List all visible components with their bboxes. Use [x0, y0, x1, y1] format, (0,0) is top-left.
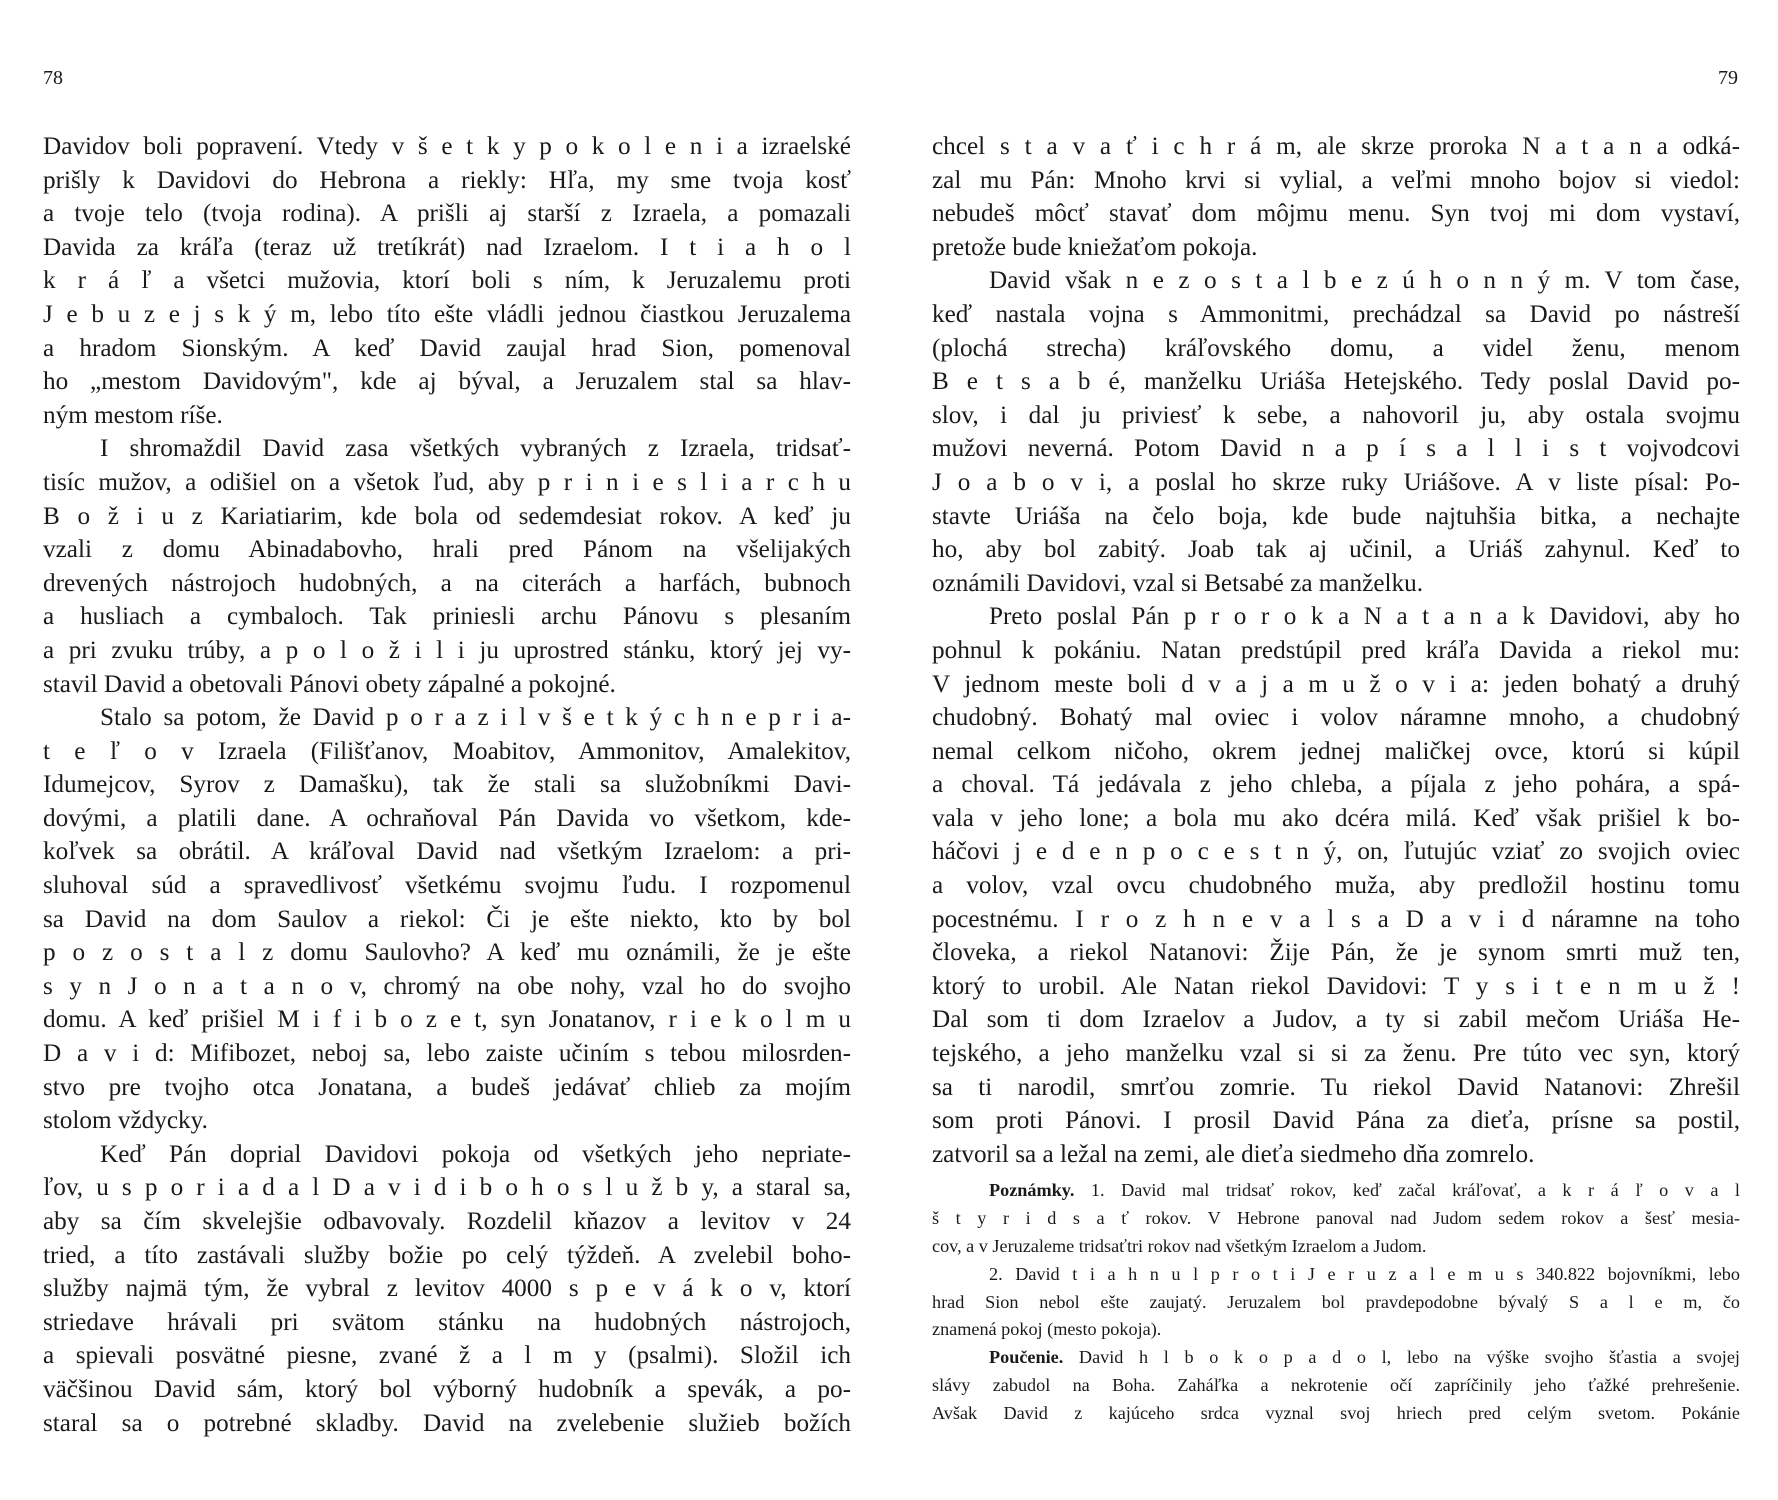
- line-text: nemal celkom ničoho, okrem jednej maličkej ovce, ktorú si kúpil: [932, 737, 1740, 765]
- line-text: t e ľ o v Izraela (Filišťanov, Moabitov, Ammonitov, Amalekitov,: [43, 737, 851, 765]
- line-text: Dal som ti dom Izraelov a Judov, a ty si zabil mečom Uriáša He-: [932, 1006, 1740, 1034]
- text-line: [43, 768, 851, 802]
- line-text: tisíc mužov, a odišiel on a všetok ľud, aby p r i n i e s l i a r c h u: [43, 468, 851, 496]
- text-line: [932, 1177, 1740, 1205]
- line-text: cov, a v Jeruzaleme tridsaťtri rokov nad všetkým Izraelom a Judom.: [932, 1236, 1427, 1256]
- line-text: ľov, u s p o r i a d a l D a v i d i b o h o s l u ž b y, a staral sa,: [43, 1174, 851, 1202]
- text-line: [43, 634, 851, 668]
- text-line: [43, 466, 851, 500]
- text-line: [932, 399, 1740, 433]
- line-text: ktorý to urobil. Ale Natan riekol Davidovi: T y s i t e n m u ž !: [932, 972, 1740, 1000]
- text-line: [43, 264, 851, 298]
- left-body-text: [43, 130, 851, 1440]
- line-text: p o z o s t a l z domu Saulovho? A keď mu oznámili, že je ešte: [43, 939, 851, 967]
- text-line: [43, 1104, 851, 1138]
- text-line: [932, 264, 1740, 298]
- line-text: slov, i dal ju priviesť k sebe, a nahovoril ju, aby ostala svojmu: [932, 401, 1740, 429]
- note-label: Poučenie.: [989, 1347, 1064, 1368]
- line-text: ho „mestom Davidovým", kde aj býval, a Jeruzalem stal sa hlav-: [43, 368, 851, 396]
- line-text: 1. David mal tridsať rokov, keď začal kráľovať, a k r á ľ o v a l: [1074, 1180, 1740, 1201]
- text-line: [43, 835, 851, 869]
- text-line: [932, 701, 1740, 735]
- line-text: B e t s a b é, manželku Uriáša Hetejského. Tedy poslal David po-: [932, 368, 1740, 396]
- text-line: [43, 1407, 851, 1441]
- line-text: pocestnému. I r o z h n e v a l s a D a v i d náramne na toho: [932, 905, 1740, 933]
- text-line: [932, 1104, 1740, 1138]
- line-text: pretože bude kniežaťom pokoja.: [932, 233, 1258, 261]
- text-line: [43, 936, 851, 970]
- text-line: [43, 869, 851, 903]
- text-line: [932, 600, 1740, 634]
- line-text: som proti Pánovi. I prosil David Pána za dieťa, prísne sa postil,: [932, 1107, 1740, 1135]
- line-text: mužovi neverná. Potom David n a p í s a l l i s t vojvodcovi: [932, 435, 1740, 463]
- line-text: I shromaždil David zasa všetkých vybraných z Izraela, tridsať-: [100, 435, 851, 463]
- text-line: [932, 1071, 1740, 1105]
- line-text: Preto poslal Pán p r o r o k a N a t a n a k Davidovi, aby ho: [989, 603, 1740, 631]
- text-line: [43, 668, 851, 702]
- line-text: tried, a títo zastávali služby božie po celý týždeň. A zvelebil boho-: [43, 1241, 851, 1269]
- text-line: [43, 735, 851, 769]
- text-line: [43, 231, 851, 265]
- line-text: staral sa o potrebné skladby. David na zvelebenie služieb božích: [43, 1409, 851, 1437]
- text-line: [43, 298, 851, 332]
- text-line: [43, 802, 851, 836]
- text-line: [43, 1171, 851, 1205]
- line-text: stolom vždycky.: [43, 1107, 208, 1135]
- line-text: š t y r i d s a ť rokov. V Hebrone panoval nad Judom sedem rokov a šesť mesia-: [932, 1208, 1740, 1229]
- line-text: stavte Uriáša na čelo boja, kde bude najtuhšia bitka, a nechajte: [932, 502, 1740, 530]
- line-text: striedave hrávali pri svätom stánku na hudobných nástrojoch,: [43, 1308, 851, 1336]
- right-body-text: [932, 130, 1740, 1428]
- text-line: [43, 567, 851, 601]
- text-line: [932, 567, 1740, 601]
- line-text: a choval. Tá jedávala z jeho chleba, a píjala z jeho pohára, a spá-: [932, 771, 1740, 799]
- line-text: sa ti narodil, smrťou zomrie. Tu riekol David Natanovi: Zhrešil: [932, 1073, 1740, 1101]
- text-line: [932, 1316, 1740, 1344]
- text-line: [932, 1138, 1740, 1172]
- line-text: a husliach a cymbaloch. Tak priniesli archu Pánovu s plesaním: [43, 603, 851, 631]
- text-line: [932, 1003, 1740, 1037]
- line-text: Davida za kráľa (teraz už tretíkrát) nad Izraelom. I t i a h o l: [43, 233, 851, 261]
- footnotes: [932, 1177, 1740, 1427]
- line-text: háčovi j e d e n p o c e s t n ý, on, ľutujúc vziať zo svojich oviec: [932, 838, 1740, 866]
- line-text: sa David na dom Saulov a riekol: Či je ešte niekto, kto by bol: [43, 905, 851, 933]
- text-line: [932, 533, 1740, 567]
- line-text: a hradom Sionským. A keď David zaujal hrad Sion, pomenoval: [43, 334, 851, 362]
- text-line: [932, 432, 1740, 466]
- line-text: 2. David t i a h n u l p r o t i J e r u z a l e m u s 340.822 bojovníkmi, lebo: [989, 1263, 1740, 1284]
- text-line: [43, 970, 851, 1004]
- line-text: Keď Pán doprial Davidovi pokoja od všetkých jeho nepriate-: [100, 1140, 851, 1168]
- line-text: ho, aby bol zabitý. Joab tak aj učinil, a Uriáš zahynul. Keď to: [932, 536, 1740, 564]
- text-line: [932, 197, 1740, 231]
- text-line: [932, 1344, 1740, 1372]
- text-line: [43, 197, 851, 231]
- note-label: Poznámky.: [989, 1180, 1075, 1201]
- text-line: [932, 164, 1740, 198]
- text-line: [932, 332, 1740, 366]
- text-line: [932, 869, 1740, 903]
- text-line: [932, 936, 1740, 970]
- line-text: domu. A keď prišiel M i f i b o z e t, syn Jonatanov, r i e k o l m u: [43, 1006, 851, 1034]
- line-text: s y n J o n a t a n o v, chromý na obe nohy, vzal ho do svojho: [43, 972, 851, 1000]
- line-text: sluhoval súd a spravedlivosť všetkému svojmu ľudu. I rozpomenul: [43, 872, 851, 900]
- line-text: Idumejcov, Syrov z Damašku), tak že stali sa služobníkmi Davi-: [43, 771, 851, 799]
- text-line: [932, 768, 1740, 802]
- text-line: [932, 1037, 1740, 1071]
- line-text: a pri zvuku trúby, a p o l o ž i l i ju uprostred stánku, ktorý jej vy-: [43, 636, 851, 664]
- text-line: [932, 298, 1740, 332]
- text-line: [43, 399, 851, 433]
- line-text: znamená pokoj (mesto pokoja).: [932, 1319, 1162, 1340]
- text-line: [43, 1339, 851, 1373]
- text-line: [43, 1037, 851, 1071]
- text-line: [932, 1400, 1740, 1428]
- line-text: nebudeš môcť stavať dom môjmu menu. Syn tvoj mi dom vystaví,: [932, 200, 1740, 228]
- text-line: [43, 130, 851, 164]
- text-line: [43, 533, 851, 567]
- text-line: [932, 835, 1740, 869]
- line-text: a tvoje telo (tvoja rodina). A prišli aj starší z Izraela, a pomazali: [43, 200, 851, 228]
- text-line: [43, 1373, 851, 1407]
- text-line: [932, 365, 1740, 399]
- text-line: [43, 1071, 851, 1105]
- line-text: koľvek sa obrátil. A kráľoval David nad všetkým Izraelom: a pri-: [43, 838, 851, 866]
- line-text: tejského, a jeho manželku vzal si si za ženu. Pre túto vec syn, ktorý: [932, 1040, 1740, 1068]
- line-text: služby najmä tým, že vybral z levitov 4000 s p e v á k o v, ktorí: [43, 1275, 851, 1303]
- text-line: [932, 668, 1740, 702]
- text-line: [43, 164, 851, 198]
- line-text: hrad Sion nebol ešte zaujatý. Jeruzalem bol pravdepodobne bývalý S a l e m, čo: [932, 1291, 1740, 1312]
- text-line: [43, 1205, 851, 1239]
- line-text: dovými, a platili dane. A ochraňoval Pán Davida vo všetkom, kde-: [43, 804, 851, 832]
- text-line: [43, 1138, 851, 1172]
- line-text: V jednom meste boli d v a j a m u ž o v i a: jeden bohatý a druhý: [932, 670, 1740, 698]
- line-text: B o ž i u z Kariatiarim, kde bola od sedemdesiat rokov. A keď ju: [43, 502, 851, 530]
- page-number-left: 78: [43, 67, 63, 89]
- text-line: [43, 365, 851, 399]
- right-page: [889, 0, 1778, 1500]
- line-text: Stalo sa potom, že David p o r a z i l v š e t k ý c h n e p r i a-: [100, 704, 851, 732]
- text-line: [43, 332, 851, 366]
- text-line: [932, 735, 1740, 769]
- text-line: [932, 634, 1740, 668]
- line-text: vzali z domu Abinadabovho, hrali pred Pánom na všelijakých: [43, 536, 851, 564]
- line-text: J e b u z e j s k ý m, lebo títo ešte vládli jednou čiastkou Jeruzalema: [43, 300, 851, 328]
- line-text: stvo pre tvojho otca Jonatana, a budeš jedávať chlieb za mojím: [43, 1073, 851, 1101]
- line-text: slávy zabudol na Boha. Zaháľka a nekrotenie očí zapríčinily jeho ťažké prehrešenie.: [932, 1374, 1740, 1395]
- line-text: aby sa čím skvelejšie odbavovaly. Rozdelil kňazov a levitov v 24: [43, 1208, 851, 1235]
- page-number-right: 79: [1718, 67, 1738, 89]
- line-text: pohnul k pokániu. Natan predstúpil pred kráľa Davida a riekol mu:: [932, 636, 1740, 664]
- text-line: [932, 903, 1740, 937]
- text-line: [43, 1239, 851, 1273]
- text-line: [932, 1205, 1740, 1233]
- text-line: [43, 432, 851, 466]
- text-line: [932, 1289, 1740, 1317]
- text-line: [932, 1233, 1740, 1261]
- line-text: chcel s t a v a ť i c h r á m, ale skrze proroka N a t a n a odká-: [932, 133, 1740, 160]
- line-text: oznámili Davidovi, vzal si Betsabé za manželku.: [932, 569, 1423, 597]
- line-text: človeka, a riekol Natanovi: Žije Pán, že je synom smrti muž ten,: [932, 939, 1740, 967]
- text-line: [932, 802, 1740, 836]
- text-line: [43, 600, 851, 634]
- text-line: [43, 1003, 851, 1037]
- line-text: zal mu Pán: Mnoho krvi si vylial, a veľmi mnoho bojov si viedol:: [932, 166, 1740, 194]
- line-text: David h l b o k o p a d o l, lebo na výške svojho šťastia a svojej: [1063, 1347, 1740, 1368]
- text-line: [43, 1272, 851, 1306]
- text-line: [43, 500, 851, 534]
- line-text: a spievali posvätné piesne, zvané ž a l m y (psalmi). Složil ich: [43, 1342, 851, 1370]
- text-line: [932, 1261, 1740, 1289]
- text-line: [932, 500, 1740, 534]
- text-line: [43, 1306, 851, 1340]
- line-text: Avšak David z kajúceho srdca vyznal svoj hriech pred celým svetom. Pokánie: [932, 1402, 1740, 1423]
- text-line: [43, 903, 851, 937]
- line-text: D a v i d: Mifibozet, neboj sa, lebo zaiste učiním s tebou milosrden-: [43, 1040, 851, 1068]
- line-text: J o a b o v i, a poslal ho skrze ruky Uriášove. A v liste písal: Po-: [932, 468, 1740, 496]
- line-text: k r á ľ a všetci mužovia, ktorí boli s ním, k Jeruzalemu proti: [43, 267, 851, 295]
- line-text: ným mestom ríše.: [43, 401, 223, 429]
- line-text: chudobný. Bohatý mal oviec i volov náramne mnoho, a chudobný: [932, 704, 1740, 732]
- line-text: stavil David a obetovali Pánovi obety zápalné a pokojné.: [43, 670, 616, 698]
- text-line: [932, 130, 1740, 164]
- line-text: vala v jeho lone; a bola mu ako dcéra milá. Keď však prišiel k bo-: [932, 804, 1740, 832]
- text-line: [932, 970, 1740, 1004]
- line-text: drevených nástrojoch hudobných, a na citerách a harfách, bubnoch: [43, 569, 851, 597]
- text-line: [43, 701, 851, 735]
- text-line: [932, 231, 1740, 265]
- line-text: (plochá strecha) kráľovského domu, a videl ženu, menom: [932, 334, 1740, 362]
- line-text: David však n e z o s t a l b e z ú h o n n ý m. V tom čase,: [989, 267, 1740, 295]
- line-text: prišly k Davidovi do Hebrona a riekly: Hľa, my sme tvoja kosť: [43, 166, 851, 194]
- text-line: [932, 1372, 1740, 1400]
- line-text: väčšinou David sám, ktorý bol výborný hudobník a spevák, a po-: [43, 1375, 851, 1403]
- line-text: Davidov boli popravení. Vtedy v š e t k y p o k o l e n i a izraelské: [43, 133, 851, 160]
- line-text: a volov, vzal ovcu chudobného muža, aby predložil hostinu tomu: [932, 872, 1740, 900]
- line-text: zatvoril sa a ležal na zemi, ale dieťa siedmeho dňa zomrelo.: [932, 1140, 1535, 1168]
- line-text: keď nastala vojna s Ammonitmi, prechádzal sa David po nástreší: [932, 300, 1740, 328]
- text-line: [932, 466, 1740, 500]
